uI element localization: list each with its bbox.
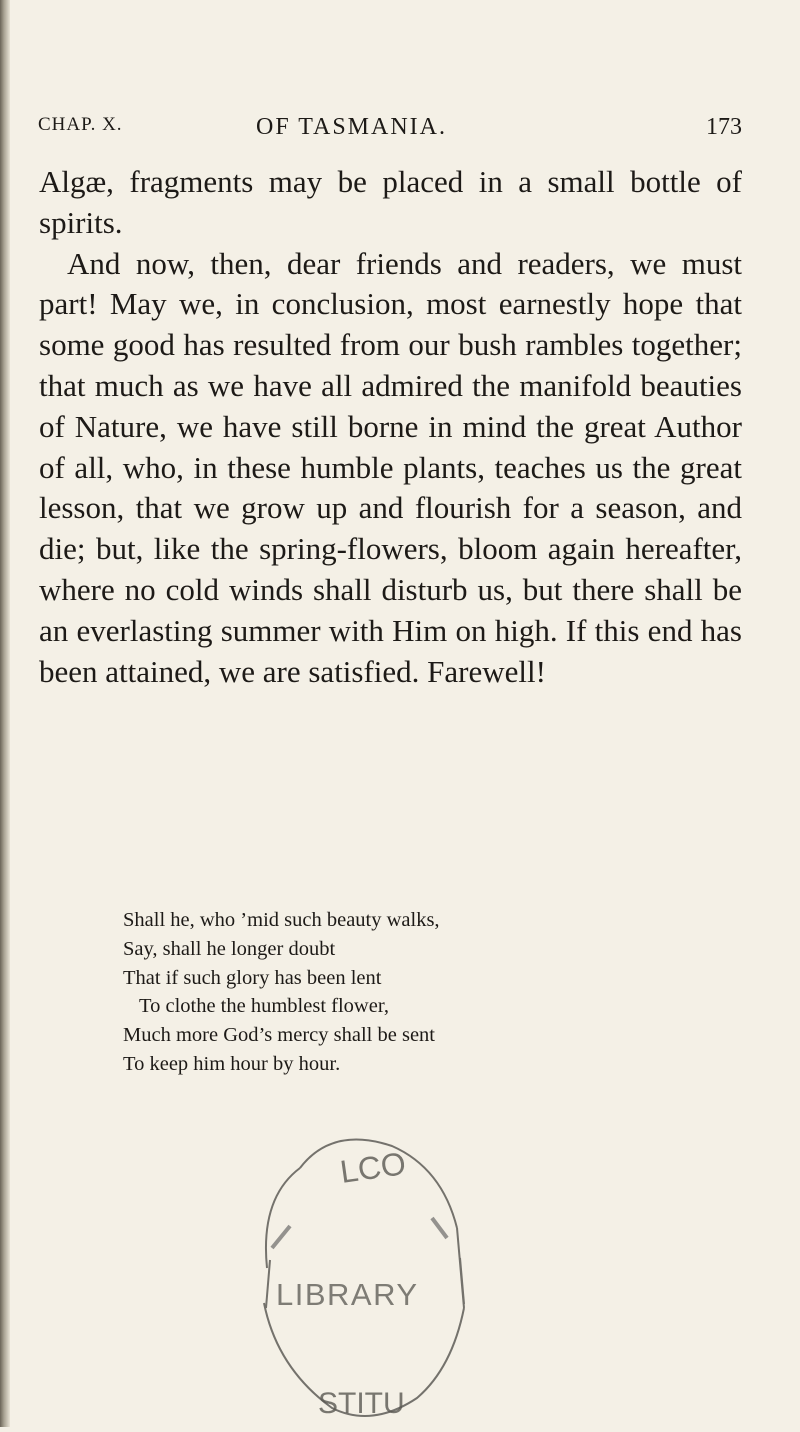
poem-line: Say, shall he longer doubt xyxy=(123,937,336,960)
running-head xyxy=(38,114,742,144)
library-stamp-seal xyxy=(242,1128,482,1427)
stamp-bottom-text: STITU xyxy=(318,1387,405,1420)
poem-line: Shall he, who ’mid such beauty walks, xyxy=(123,909,440,931)
chapter-label: CHAP. X. xyxy=(38,114,123,135)
body-text xyxy=(39,162,742,692)
poem-line: That if such glory has been lent xyxy=(123,966,382,989)
stamp-top-text: LCO xyxy=(337,1145,409,1190)
poem-line: Much more God’s mercy shall be sent xyxy=(123,1024,435,1047)
page-number: 173 xyxy=(706,114,742,140)
page-gutter-shadow xyxy=(0,0,10,1427)
closing-poem xyxy=(123,906,763,1079)
library-stamp xyxy=(242,1128,482,1427)
paragraph-farewell: And now, then, dear friends and readers, we must part! May we, in conclusion, most earnestly hope that some good has resulted from our bush rambles together; that much as we have all admired the manifold beauties of Nature, we have still borne in mind the great Author of all, who, in these humble plants, teaches us the great lesson, that we grow up and flourish for a season, and die; but, like the spring-flowers, bloom again hereafter, where no cold winds shall disturb us, but there shall be an everlasting summer with Him on high. If this end has been attained, we are satisfied. Farewell! xyxy=(39,245,742,689)
running-title: OF TASMANIA. xyxy=(256,114,447,140)
paragraph-continued: Algæ, fragments may be placed in a small bottle of spirits. xyxy=(39,164,742,240)
poem-line: To clothe the humblest flower, xyxy=(139,995,389,1018)
stamp-library-text: LIBRARY xyxy=(276,1277,419,1312)
poem-line: To keep him hour by hour. xyxy=(123,1052,341,1075)
